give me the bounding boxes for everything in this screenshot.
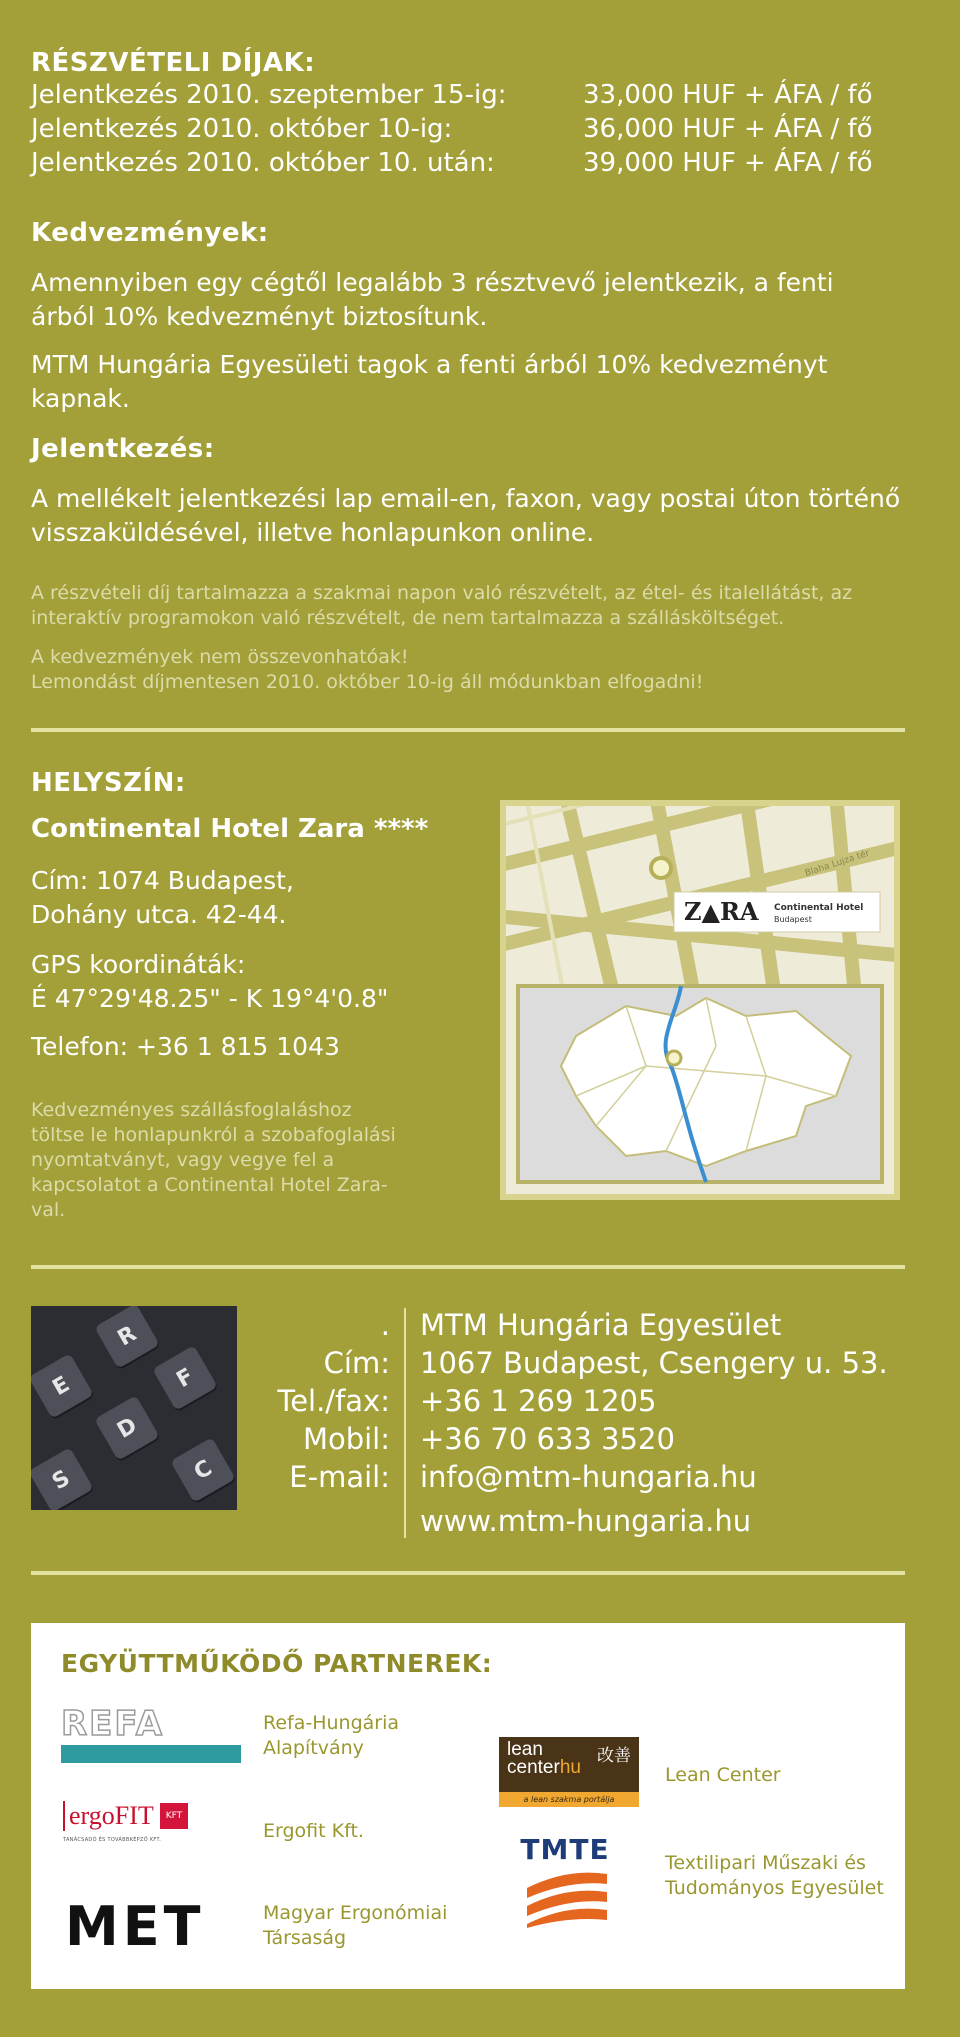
- lean-logo-kanji: 改善: [597, 1746, 631, 1766]
- keyboard-image: [31, 1306, 237, 1510]
- address-line-1: Cím: 1074 Budapest,: [31, 866, 294, 895]
- contact-label: E-mail:: [289, 1460, 390, 1494]
- address-line-2: Dohány utca. 42-44.: [31, 900, 287, 929]
- fee-label: Jelentkezés 2010. október 10. után:: [31, 148, 495, 178]
- ergofit-tagline: TANÁCSADÓ ÉS TOVÁBBKÉPZŐ KFT.: [63, 1837, 162, 1843]
- registration-title: Jelentkezés:: [31, 434, 215, 464]
- partners-panel: [31, 1623, 905, 1989]
- fee-row: [31, 112, 911, 146]
- lean-logo-text: center: [507, 1757, 560, 1778]
- contact-label: Tel./fax:: [277, 1384, 390, 1418]
- registration-note: A részvételi díj tartalmazza a szakmai napon való részvételt, az étel- és italellátást, az interaktív programokon való részvételt, de nem tartalmazza a szállásköltséget.: [31, 582, 853, 629]
- contact-label: Cím:: [323, 1346, 390, 1380]
- fee-row: [31, 146, 911, 180]
- organization-address: 1067 Budapest, Csengery u. 53.: [420, 1346, 888, 1380]
- organization-mobile: +36 70 633 3520: [420, 1422, 675, 1456]
- keyboard-key: R: [94, 1306, 160, 1369]
- lean-logo-hu: hu: [559, 1757, 581, 1778]
- partner-refa: Refa-Hungária Alapítvány: [263, 1712, 400, 1759]
- organization-email[interactable]: info@mtm-hungaria.hu: [420, 1460, 757, 1494]
- contact-values: [420, 1306, 940, 1540]
- gps-label: GPS koordináták:: [31, 950, 246, 979]
- venue-map: [500, 800, 900, 1200]
- keyboard-key: F: [152, 1345, 218, 1411]
- keyboard-key: S: [31, 1447, 94, 1510]
- tmte-logo: [515, 1833, 615, 1933]
- organization-name: MTM Hungária Egyesület: [420, 1308, 782, 1342]
- map-graphic: [506, 806, 894, 1194]
- partners-title: EGYÜTTMŰKÖDŐ PARTNEREK:: [61, 1649, 493, 1678]
- contact-label: Mobil:: [302, 1422, 390, 1456]
- discounts-paragraph-1: Amennyiben egy cégtől legalább 3 résztvevő jelentkezik, a fenti árból 10% kedvezményt biztosítunk.: [31, 268, 834, 331]
- venue-gps: [31, 948, 471, 1016]
- fee-label: Jelentkezés 2010. október 10-ig:: [31, 114, 453, 144]
- fee-price: 33,000 HUF + ÁFA / fő: [583, 80, 873, 110]
- lean-center-logo: [499, 1737, 639, 1807]
- partner-lean-center: Lean Center: [665, 1764, 781, 1786]
- partner-tmte: Textilipari Műszaki és Tudományos Egyesület: [665, 1852, 884, 1899]
- divider: [31, 728, 905, 732]
- organization-website[interactable]: www.mtm-hungaria.hu: [420, 1504, 752, 1538]
- no-combine-note: A kedvezmények nem összevonhatóak!: [31, 646, 409, 668]
- ergofit-logo: [63, 1801, 233, 1857]
- ergofit-logo-text: ergoFIT: [63, 1801, 154, 1831]
- met-logo: MET: [65, 1895, 205, 1958]
- fee-row: [31, 78, 911, 112]
- accommodation-note: Kedvezményes szállásfoglaláshoz töltse le honlapunkról a szobafoglalási nyomtatványt, vagy vegye fel a kapcsolatot a Continental Hotel Zara-val.: [31, 1099, 396, 1221]
- fees-title: RÉSZVÉTELI DÍJAK:: [31, 48, 316, 78]
- refa-logo-text: REFA: [61, 1704, 165, 1744]
- street-label: Blaha Lujza tér: [803, 848, 871, 879]
- keyboard-key: E: [31, 1353, 94, 1419]
- registration-paragraph: A mellékelt jelentkezési lap email-en, faxon, vagy postai úton történő visszaküldésével, illetve honlapunkon online.: [31, 484, 901, 547]
- fee-price: 36,000 HUF + ÁFA / fő: [583, 114, 873, 144]
- divider: [31, 1265, 905, 1269]
- hotel-name: Continental Hotel Zara ****: [31, 814, 429, 844]
- keyboard-key: D: [94, 1395, 160, 1461]
- contact-label: .: [380, 1308, 390, 1342]
- fees-section: [31, 48, 911, 180]
- fee-label: Jelentkezés 2010. szeptember 15-ig:: [31, 80, 507, 110]
- lean-tagline: a lean szakma portálja: [499, 1792, 639, 1807]
- venue-address: [31, 864, 471, 932]
- divider: [31, 1571, 905, 1575]
- venue-title: HELYSZÍN:: [31, 768, 186, 798]
- contact-divider: [404, 1308, 406, 1538]
- refa-logo: [61, 1704, 241, 1765]
- map-logo: Z▲RA: [684, 897, 759, 926]
- partner-met: Magyar Ergonómiai Társaság: [263, 1902, 448, 1949]
- partner-ergofit: Ergofit Kft.: [263, 1820, 364, 1842]
- organization-phone: +36 1 269 1205: [420, 1384, 657, 1418]
- tmte-logo-text: TMTE: [520, 1833, 610, 1866]
- registration-note: [31, 645, 905, 695]
- venue-phone: Telefon: +36 1 815 1043: [31, 1032, 340, 1061]
- ergofit-badge: KFT: [160, 1803, 188, 1829]
- gps-coordinates: É 47°29'48.25" - K 19°4'0.8": [31, 984, 389, 1013]
- discounts-paragraph-2: MTM Hungária Egyesületi tagok a fenti árból 10% kedvezményt kapnak.: [31, 350, 828, 413]
- fee-price: 39,000 HUF + ÁFA / fő: [583, 148, 873, 178]
- contact-labels: [230, 1306, 390, 1496]
- keyboard-key: C: [170, 1437, 236, 1503]
- map-logo-sub: Continental Hotel: [774, 903, 864, 913]
- tmte-emblem: [515, 1866, 615, 1928]
- cancellation-note: Lemondást díjmentesen 2010. október 10-ig áll módunkban elfogadni!: [31, 671, 704, 693]
- svg-text:Budapest: Budapest: [774, 915, 812, 924]
- lean-logo-text: lean: [507, 1739, 543, 1760]
- discounts-title: Kedvezmények:: [31, 218, 269, 248]
